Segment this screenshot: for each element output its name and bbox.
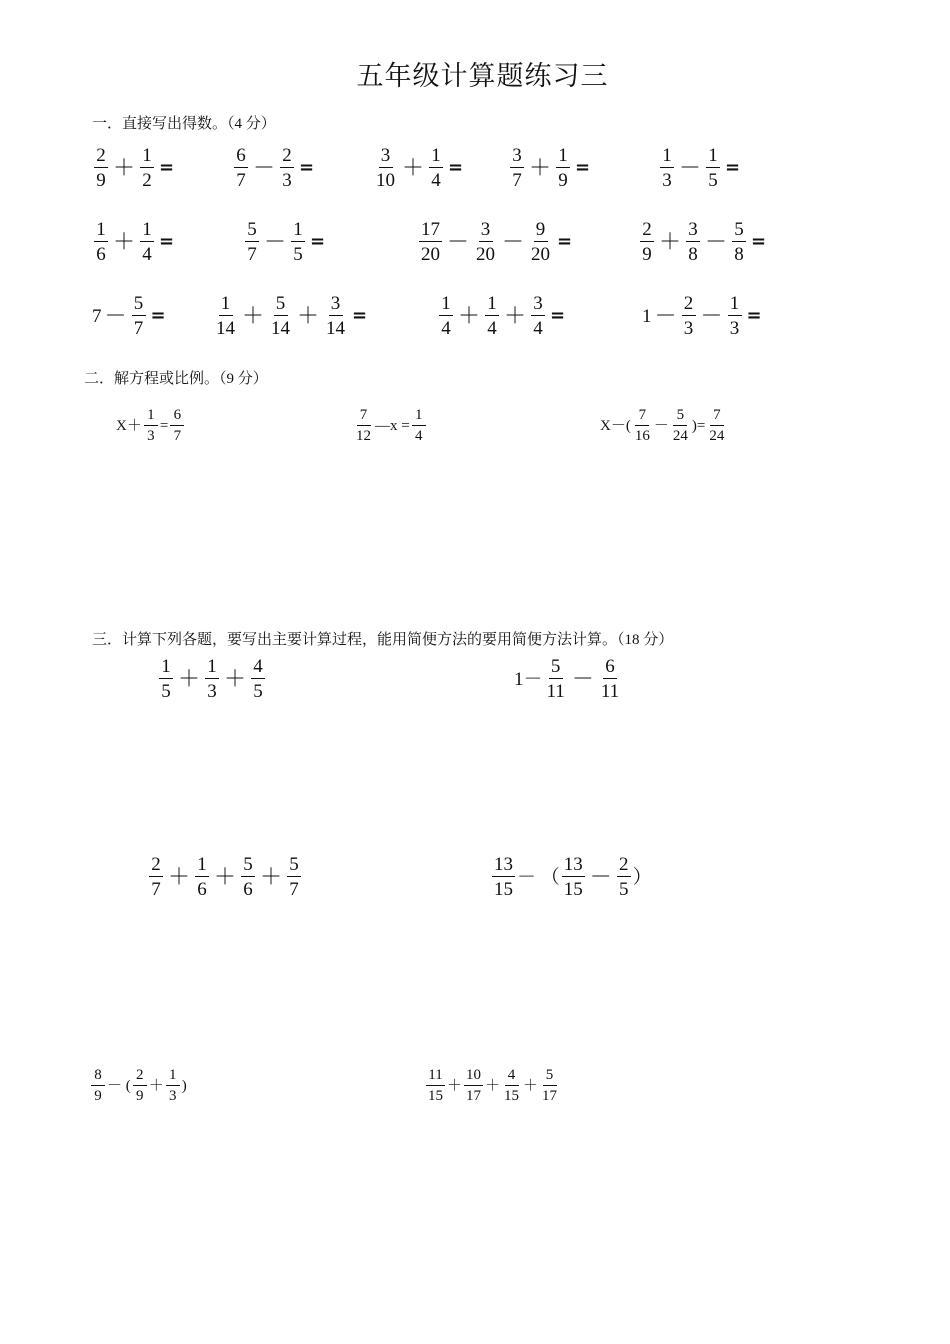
numerator: 5 xyxy=(241,855,255,877)
denominator: 12 xyxy=(356,428,371,444)
numerator: 1 xyxy=(195,855,209,877)
equals-sign: = xyxy=(725,157,741,178)
fraction xyxy=(374,146,397,190)
numerator: 3 xyxy=(686,220,700,242)
equals-sign: = xyxy=(299,157,315,178)
fraction xyxy=(419,220,442,264)
fraction xyxy=(556,146,570,190)
operator: － xyxy=(571,666,594,691)
equals-sign: = xyxy=(550,305,566,326)
expression-text: X＋ xyxy=(116,417,142,434)
expression-text: )= xyxy=(691,417,706,434)
fraction xyxy=(140,220,154,264)
denominator: 4 xyxy=(533,318,543,339)
numerator: 1 xyxy=(485,294,499,316)
s3-problem xyxy=(89,1068,187,1104)
fraction xyxy=(245,220,259,264)
numerator: 5 xyxy=(287,855,301,877)
numerator: 13 xyxy=(563,854,583,875)
numerator: 1 xyxy=(660,146,674,168)
numerator: 1 xyxy=(205,657,219,679)
equals-sign: = xyxy=(557,231,573,252)
fraction xyxy=(144,408,158,444)
denominator: 8 xyxy=(734,244,744,265)
numerator: 4 xyxy=(251,657,265,679)
fraction xyxy=(94,146,108,190)
fraction xyxy=(412,408,426,444)
fraction xyxy=(686,220,700,264)
numerator: 1 xyxy=(94,220,108,242)
denominator: 24 xyxy=(672,428,688,444)
equals-sign: = xyxy=(746,305,762,326)
fraction xyxy=(531,294,545,338)
denominator: 3 xyxy=(683,318,694,339)
numerator: 1 xyxy=(439,294,453,316)
denominator: 24 xyxy=(709,428,725,444)
numerator: 1 xyxy=(140,146,154,168)
denominator: 4 xyxy=(414,428,423,444)
fraction xyxy=(545,657,567,701)
expression-text: － （ xyxy=(517,866,560,888)
denominator: 16 xyxy=(634,428,650,444)
denominator: 9 xyxy=(642,244,652,265)
numerator: 6 xyxy=(234,146,248,168)
operator: － xyxy=(502,229,525,254)
fraction xyxy=(324,294,347,338)
denominator: 7 xyxy=(289,879,299,900)
operator: ＋ xyxy=(113,155,136,180)
fraction xyxy=(633,408,652,444)
numerator: 2 xyxy=(133,1068,147,1086)
expression-text: － ( xyxy=(107,1077,131,1094)
numerator: 2 xyxy=(149,855,163,877)
fraction xyxy=(94,220,108,264)
fraction xyxy=(166,1068,180,1104)
operator: ＋ xyxy=(402,155,425,180)
denominator: 7 xyxy=(151,879,161,900)
denominator: 11 xyxy=(600,681,620,702)
denominator: 4 xyxy=(142,244,152,265)
s1-expression xyxy=(92,294,166,338)
fraction xyxy=(510,146,524,190)
numerator: 1 xyxy=(728,294,742,316)
denominator: 3 xyxy=(147,428,155,444)
fraction xyxy=(439,294,453,338)
fraction xyxy=(149,855,163,899)
operator: － xyxy=(589,864,612,889)
denominator: 15 xyxy=(563,879,583,900)
fraction xyxy=(599,657,621,701)
numerator: 3 xyxy=(329,294,343,316)
fraction xyxy=(492,855,515,899)
numerator: 6 xyxy=(170,408,184,426)
s1-expression xyxy=(212,294,367,338)
denominator: 15 xyxy=(428,1088,443,1104)
denominator: 6 xyxy=(243,879,253,900)
operator: ＋ xyxy=(297,303,320,328)
denominator: 3 xyxy=(169,1088,177,1104)
s1-expression xyxy=(658,146,740,190)
expression-text: 1－ xyxy=(514,668,543,690)
denominator: 14 xyxy=(326,318,346,339)
operator: ＋ xyxy=(260,864,283,889)
equals-sign: = xyxy=(575,157,591,178)
denominator: 5 xyxy=(708,170,718,191)
denominator: 15 xyxy=(494,879,513,900)
fraction xyxy=(354,408,373,444)
operator: － xyxy=(705,229,728,254)
expression-text: ＋ xyxy=(485,1077,501,1094)
denominator: 14 xyxy=(216,318,235,339)
operator: ＋ xyxy=(458,303,481,328)
numerator: 9 xyxy=(534,220,548,242)
fraction xyxy=(464,1068,483,1104)
fraction xyxy=(132,294,146,338)
operator: － xyxy=(679,155,702,180)
fraction xyxy=(133,1068,147,1104)
page-title: 五年级计算题练习三 xyxy=(356,61,609,91)
expression-text: ) xyxy=(181,1077,187,1094)
expression-text: X－( xyxy=(600,417,631,434)
numerator: 2 xyxy=(640,220,654,242)
numerator: 1 xyxy=(144,408,158,426)
expression-text: 7 xyxy=(92,305,102,327)
fraction xyxy=(562,855,585,899)
operator: － xyxy=(654,303,677,328)
numerator: 1 xyxy=(166,1068,180,1086)
operator: － xyxy=(264,229,287,254)
operator: ＋ xyxy=(504,303,527,328)
denominator: 17 xyxy=(466,1088,482,1104)
denominator: 9 xyxy=(558,170,568,191)
numerator: 5 xyxy=(732,220,746,242)
operator: ＋ xyxy=(168,864,191,889)
equals-sign: = xyxy=(159,231,175,252)
numerator: 7 xyxy=(357,408,371,426)
fraction xyxy=(540,1068,559,1104)
denominator: 7 xyxy=(133,318,144,339)
numerator: 3 xyxy=(379,146,393,168)
fraction xyxy=(706,146,720,190)
numerator: 3 xyxy=(510,146,524,168)
fraction xyxy=(728,294,742,338)
equals-sign: = xyxy=(310,231,326,252)
fraction xyxy=(287,855,301,899)
s2-equation xyxy=(600,408,728,444)
denominator: 7 xyxy=(173,428,182,444)
s1-expression xyxy=(508,146,590,190)
numerator: 5 xyxy=(673,408,687,426)
fraction xyxy=(474,220,497,264)
denominator: 6 xyxy=(197,879,207,900)
expression-text: ＋ xyxy=(447,1077,463,1094)
fraction xyxy=(529,220,552,264)
fraction xyxy=(241,855,255,899)
numerator: 1 xyxy=(706,146,720,168)
denominator: 5 xyxy=(293,244,303,265)
operator: ＋ xyxy=(214,864,237,889)
numerator: 2 xyxy=(94,146,108,168)
fraction xyxy=(91,1068,105,1104)
operator: － xyxy=(700,303,723,328)
denominator: 4 xyxy=(441,318,451,339)
s3-problem xyxy=(424,1068,561,1104)
numerator: 2 xyxy=(280,146,294,168)
s1-expression xyxy=(642,294,762,338)
numerator: 5 xyxy=(132,294,146,316)
denominator: 7 xyxy=(247,244,257,265)
section1-heading: 一．直接写出得数。（4 分） xyxy=(92,116,276,132)
operator: ＋ xyxy=(659,229,682,254)
numerator: 5 xyxy=(274,294,288,316)
denominator: 6 xyxy=(96,244,106,265)
equals-sign: = xyxy=(448,157,464,178)
numerator: 5 xyxy=(245,220,259,242)
numerator: 13 xyxy=(494,854,513,875)
operator: ＋ xyxy=(529,155,552,180)
operator: ＋ xyxy=(224,666,247,691)
s2-equation xyxy=(352,408,428,444)
denominator: 2 xyxy=(142,170,152,191)
expression-text: —x = xyxy=(375,417,410,434)
expression-text: ） xyxy=(632,866,652,888)
s1-expression xyxy=(638,220,766,264)
s1-expression xyxy=(232,146,314,190)
s3-problem xyxy=(157,657,267,701)
fraction xyxy=(291,220,305,264)
denominator: 15 xyxy=(504,1088,520,1104)
numerator: 17 xyxy=(421,219,440,240)
numerator: 1 xyxy=(159,657,173,679)
denominator: 7 xyxy=(512,170,522,191)
denominator: 7 xyxy=(236,170,246,191)
operator: ＋ xyxy=(242,303,265,328)
numerator: 11 xyxy=(426,1068,444,1086)
numerator: 7 xyxy=(710,408,724,426)
denominator: 17 xyxy=(542,1088,558,1104)
numerator: 2 xyxy=(682,294,696,316)
operator: ＋ xyxy=(178,666,201,691)
fraction xyxy=(140,146,154,190)
fraction xyxy=(214,294,237,338)
fraction xyxy=(195,855,209,899)
denominator: 20 xyxy=(476,244,496,265)
numerator: 4 xyxy=(505,1068,519,1086)
fraction xyxy=(671,408,690,444)
expression-text: 1 xyxy=(642,305,652,327)
operator: ＋ xyxy=(113,229,136,254)
numerator: 1 xyxy=(412,408,426,426)
fraction xyxy=(426,1068,445,1104)
numerator: 7 xyxy=(635,408,649,426)
operator: － xyxy=(104,303,127,328)
denominator: 9 xyxy=(96,170,106,191)
operator: － xyxy=(253,155,276,180)
fraction xyxy=(159,657,173,701)
denominator: 11 xyxy=(546,681,565,702)
numerator: 1 xyxy=(219,294,233,316)
denominator: 8 xyxy=(688,244,698,265)
s1-expression xyxy=(417,220,572,264)
denominator: 14 xyxy=(271,318,291,339)
numerator: 6 xyxy=(603,657,617,679)
denominator: 20 xyxy=(421,244,440,265)
s3-problem xyxy=(147,855,303,899)
denominator: 5 xyxy=(161,681,171,702)
fraction xyxy=(732,220,746,264)
denominator: 9 xyxy=(136,1088,144,1104)
section3-heading: 三．计算下列各题，要写出主要计算过程，能用简便方法的要用简便方法计算。（18 分） xyxy=(92,632,674,648)
s3-problem xyxy=(514,657,623,701)
equals-sign: = xyxy=(751,231,767,252)
fraction xyxy=(170,408,184,444)
operator: － xyxy=(447,229,470,254)
fraction xyxy=(502,1068,521,1104)
fraction xyxy=(205,657,219,701)
fraction xyxy=(682,294,696,338)
equals-sign: = xyxy=(352,305,368,326)
numerator: 5 xyxy=(549,657,563,679)
section2-heading: 二．解方程或比例。（9 分） xyxy=(84,371,268,387)
denominator: 5 xyxy=(619,879,629,900)
fraction xyxy=(617,855,631,899)
denominator: 10 xyxy=(376,170,395,191)
denominator: 9 xyxy=(94,1088,102,1104)
numerator: 3 xyxy=(531,294,545,316)
numerator: 10 xyxy=(464,1068,483,1086)
expression-text: = xyxy=(159,417,169,434)
fraction xyxy=(660,146,674,190)
denominator: 20 xyxy=(531,244,551,265)
denominator: 4 xyxy=(487,318,497,339)
denominator: 5 xyxy=(253,681,263,702)
expression-text: ＋ xyxy=(148,1077,164,1094)
numerator: 8 xyxy=(91,1068,105,1086)
fraction xyxy=(269,294,292,338)
denominator: 3 xyxy=(662,170,672,191)
numerator: 5 xyxy=(543,1068,557,1086)
denominator: 4 xyxy=(431,170,441,191)
s3-problem xyxy=(490,855,652,899)
s1-expression xyxy=(92,146,174,190)
denominator: 3 xyxy=(207,681,217,702)
denominator: 3 xyxy=(282,170,292,191)
denominator: 3 xyxy=(729,318,740,339)
equals-sign: = xyxy=(150,305,166,326)
equals-sign: = xyxy=(159,157,175,178)
fraction xyxy=(707,408,726,444)
numerator: 1 xyxy=(429,146,443,168)
fraction xyxy=(640,220,654,264)
s1-expression xyxy=(92,220,174,264)
fraction xyxy=(251,657,265,701)
numerator: 2 xyxy=(617,855,631,877)
numerator: 1 xyxy=(140,220,154,242)
fraction xyxy=(485,294,499,338)
fraction xyxy=(234,146,248,190)
numerator: 1 xyxy=(556,146,570,168)
s1-expression xyxy=(372,146,463,190)
s1-expression xyxy=(437,294,565,338)
expression-text: ＋ xyxy=(523,1077,539,1094)
numerator: 3 xyxy=(479,220,493,242)
numerator: 1 xyxy=(291,220,305,242)
fraction xyxy=(429,146,443,190)
expression-text: － xyxy=(653,417,669,434)
s1-expression xyxy=(243,220,325,264)
fraction xyxy=(280,146,294,190)
s2-equation xyxy=(116,408,186,444)
